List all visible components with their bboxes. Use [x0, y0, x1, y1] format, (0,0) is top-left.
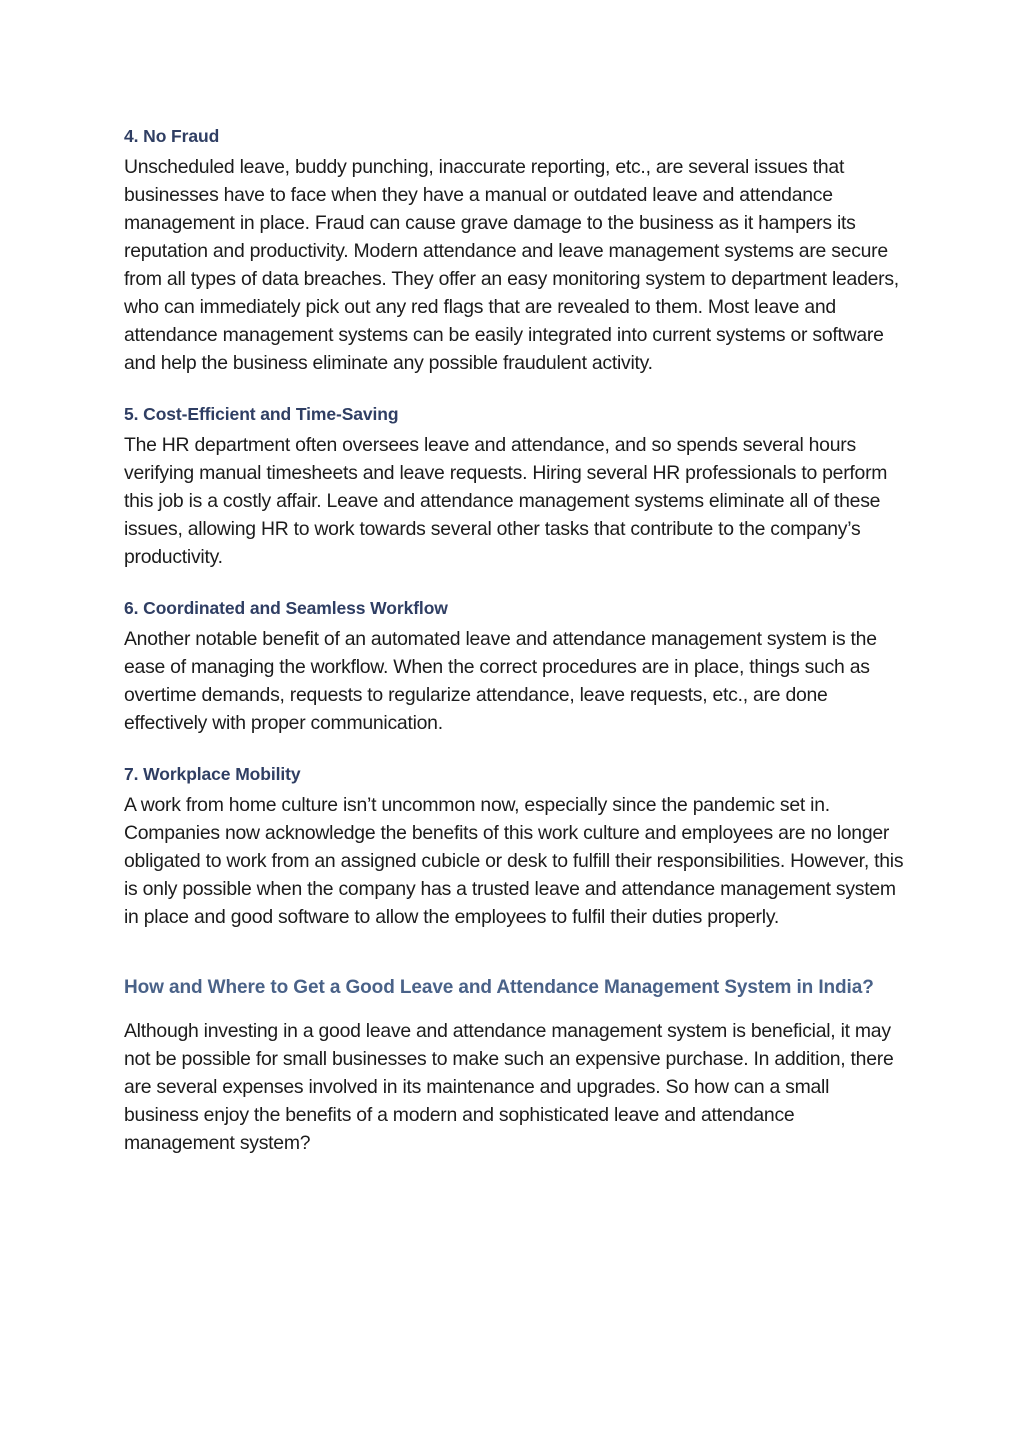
- document-page: [124, 123, 904, 1157]
- section-body-workflow: Another notable benefit of an automated leave and attendance management system is the ease of managing the workflow. When the correct procedures are in place, things such as overtime demands, requests to regularize attendance, leave requests, etc., are done effectively with proper communication.: [124, 628, 877, 734]
- section-body-cost-efficient: The HR department often oversees leave and attendance, and so spends several hours verifying manual timesheets and leave requests. Hiring several HR professionals to perform this job is a costly affair. Leave and attendance management systems eliminate all of these issues, allowing HR to work towards several other tasks that contribute to the company’s productivity.: [124, 434, 888, 568]
- spacer: [124, 377, 904, 401]
- spacer: [124, 737, 904, 761]
- section-heading-no-fraud: 4. No Fraud: [124, 126, 220, 146]
- section-body-no-fraud: Unscheduled leave, buddy punching, inaccurate reporting, etc., are several issues that businesses have to face when they have a manual or outdated leave and attendance management in place. Fraud can cause grave damage to the business as it hampers its reputation and productivity. Modern attendance and leave management systems are secure from all types of data breaches. They offer an easy monitoring system to department leaders, who can immediately pick out any red flags that are revealed to them. Most leave and attendance management systems can be easily integrated into current systems or software and help the business eliminate any possible fraudulent activity.: [124, 156, 899, 374]
- question-body: Although investing in a good leave and attendance management system is beneficial, it may not be possible for small businesses to make such an expensive purchase. In addition, there are several expenses involved in its maintenance and upgrades. So how can a small business enjoy the benefits of a modern and sophisticated leave and attendance management system?: [124, 1020, 894, 1154]
- question-heading: How and Where to Get a Good Leave and Attendance Management System in India?: [124, 977, 874, 998]
- section-body-mobility: A work from home culture isn’t uncommon now, especially since the pandemic set in. Companies now acknowledge the benefits of this work culture and employees are no longer obligated to work from an assigned cubicle or desk to fulfill their responsibilities. However, this is only possible when the company has a trusted leave and attendance management system in place and good software to allow the employees to fulfil their duties properly.: [124, 794, 904, 928]
- section-heading-workflow: 6. Coordinated and Seamless Workflow: [124, 598, 448, 618]
- spacer: [124, 931, 904, 975]
- section-heading-mobility: 7. Workplace Mobility: [124, 764, 301, 784]
- spacer: [124, 571, 904, 595]
- section-heading-cost-efficient: 5. Cost-Efficient and Time-Saving: [124, 404, 399, 424]
